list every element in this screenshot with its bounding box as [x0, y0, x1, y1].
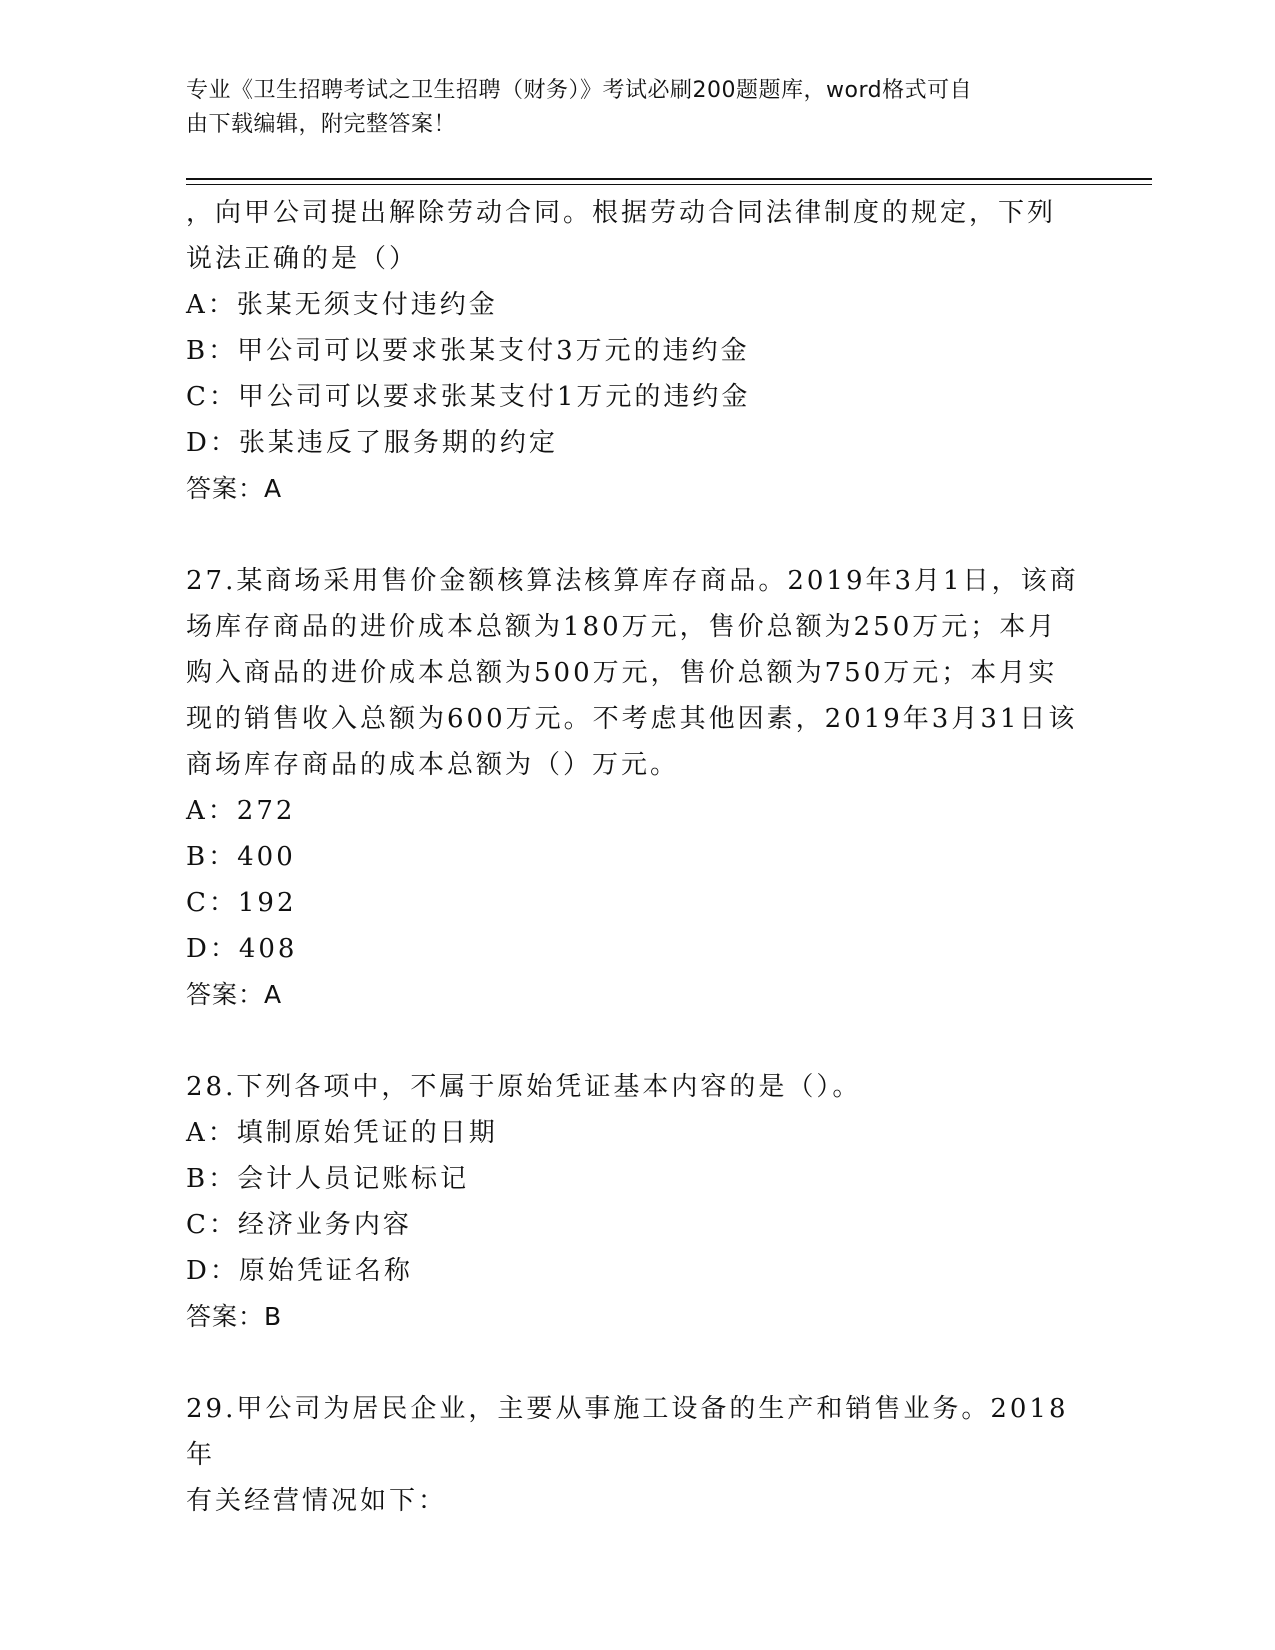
question-29-stem-line-2: 有关经营情况如下： [186, 1486, 448, 1516]
document-header [186, 74, 1086, 142]
question-27-stem-line-5: 商场库存商品的成本总额为（）万元。 [186, 750, 680, 780]
header-divider-thick [186, 178, 1152, 180]
question-28-option-d: D：原始凭证名称 [186, 1256, 413, 1286]
question-26-option-d: D：张某违反了服务期的约定 [186, 428, 558, 458]
question-28-option-b: B：会计人员记账标记 [186, 1164, 470, 1194]
question-27-stem-line-4: 现的销售收入总额为600万元。不考虑其他因素，2019年3月31日该 [186, 704, 1078, 734]
question-26-option-b: B：甲公司可以要求张某支付3万元的违约金 [186, 336, 750, 366]
question-27-option-b: B：400 [186, 842, 296, 872]
question-28-answer: 答案：B [186, 1302, 283, 1331]
question-29-stem-line-1: 29.甲公司为居民企业，主要从事施工设备的生产和销售业务。2018年 [186, 1394, 1069, 1470]
question-26-answer: 答案：A [186, 474, 283, 503]
question-27-option-d: D：408 [186, 934, 298, 964]
header-title-line-2: 由下载编辑，附完整答案！ [186, 112, 457, 137]
spacer [186, 512, 1086, 558]
header-title-line-1: 专业《卫生招聘考试之卫生招聘（财务）》考试必刷200题题库，word格式可自 [186, 78, 973, 103]
question-27-option-c: C：192 [186, 888, 297, 918]
question-26-option-c: C：甲公司可以要求张某支付1万元的违约金 [186, 382, 751, 412]
document-body [186, 190, 1086, 1524]
question-27-stem-line-1: 27.某商场采用售价金额核算法核算库存商品。2019年3月1日，该商 [186, 566, 1079, 596]
header-divider-thin [186, 184, 1152, 185]
question-28-stem: 28.下列各项中，不属于原始凭证基本内容的是（）。 [186, 1072, 862, 1102]
question-26-stem-line-2: 说法正确的是（） [186, 244, 419, 274]
spacer [186, 1018, 1086, 1064]
question-27 [186, 558, 1086, 1018]
question-27-option-a: A：272 [186, 796, 296, 826]
question-26-stem-line-1: ，向甲公司提出解除劳动合同。根据劳动合同法律制度的规定，下列 [186, 198, 1057, 228]
question-26-option-a: A：张某无须支付违约金 [186, 290, 498, 320]
spacer [186, 1340, 1086, 1386]
question-27-answer: 答案：A [186, 980, 283, 1009]
question-28-option-a: A：填制原始凭证的日期 [186, 1118, 498, 1148]
question-29 [186, 1386, 1086, 1524]
question-26 [186, 190, 1086, 512]
question-27-stem-line-2: 场库存商品的进价成本总额为180万元，售价总额为250万元；本月 [186, 612, 1058, 642]
question-28 [186, 1064, 1086, 1340]
question-27-stem-line-3: 购入商品的进价成本总额为500万元，售价总额为750万元；本月实 [186, 658, 1058, 688]
question-28-option-c: C：经济业务内容 [186, 1210, 412, 1240]
